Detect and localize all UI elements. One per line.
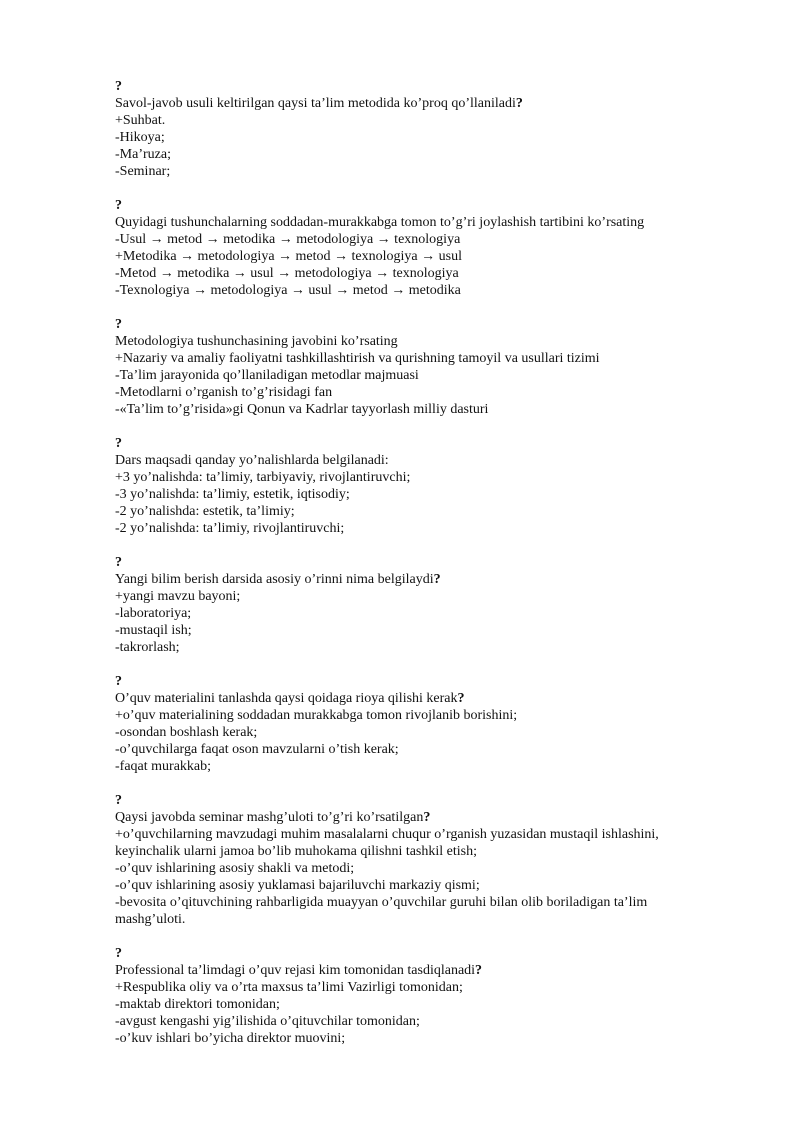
- question-mark: ?: [115, 946, 122, 961]
- answer-option: +o’quv materialining soddadan murakkabga tomon rivojlanib borishini;: [115, 708, 518, 723]
- answer-option: +Suhbat.: [115, 113, 166, 128]
- answer-option: -takrorlash;: [115, 640, 180, 655]
- question-mark: ?: [115, 555, 122, 570]
- answer-option: -o’quv ishlarining asosiy yuklamasi bajariluvchi markaziy qismi;: [115, 878, 480, 893]
- answer-option: -2 yo’nalishda: ta’limiy, rivojlantiruvchi;: [115, 521, 345, 536]
- answer-option: -3 yo’nalishda: ta’limiy, estetik, iqtisodiy;: [115, 487, 350, 502]
- question-text: Dars maqsadi qanday yo’nalishlarda belgilanadi:: [115, 453, 389, 468]
- question-text: Savol-javob usuli keltirilgan qaysi ta’lim metodida ko’proq qo’llaniladi?: [115, 96, 523, 111]
- answer-option-continuation: keyinchalik ularni jamoa bo’lib muhokama qilishni tashkil etish;: [115, 844, 477, 859]
- answer-option: -Ta’lim jarayonida qo’llaniladigan metodlar majmuasi: [115, 368, 419, 383]
- answer-option: -2 yo’nalishda: estetik, ta’limiy;: [115, 504, 295, 519]
- question-mark: ?: [115, 436, 122, 451]
- answer-option: +3 yo’nalishda: ta’limiy, tarbiyaviy, rivojlantiruvchi;: [115, 470, 411, 485]
- question-block: [115, 792, 715, 928]
- question-text: Metodologiya tushunchasining javobini ko’rsating: [115, 334, 398, 349]
- answer-option: -bevosita o’qituvchining rahbarligida muayyan o’quvchilar guruhi bilan olib boriladigan ta’lim: [115, 895, 648, 910]
- question-mark: ?: [115, 79, 122, 94]
- question-block: [115, 78, 715, 180]
- question-text: Qaysi javobda seminar mashg’uloti to’g’ri ko’rsatilgan?: [115, 810, 431, 825]
- answer-option: -Metodlarni o’rganish to’g’risidagi fan: [115, 385, 333, 400]
- answer-option: -avgust kengashi yig’ilishida o’qituvchilar tomonidan;: [115, 1014, 420, 1029]
- answer-option: +yangi mavzu bayoni;: [115, 589, 241, 604]
- question-block: [115, 945, 715, 1047]
- question-mark: ?: [115, 793, 122, 808]
- question-block: [115, 435, 715, 537]
- answer-option: -maktab direktori tomonidan;: [115, 997, 280, 1012]
- answer-option: -Usul → metod → metodika → metodologiya → texnologiya: [115, 232, 461, 247]
- answer-option: -laboratoriya;: [115, 606, 192, 621]
- question-mark: ?: [115, 317, 122, 332]
- question-text: Yangi bilim berish darsida asosiy o’rinni nima belgilaydi?: [115, 572, 441, 587]
- answer-option: -Seminar;: [115, 164, 171, 179]
- answer-option: -osondan boshlash kerak;: [115, 725, 258, 740]
- answer-option: -Texnologiya → metodologiya → usul → metod → metodika: [115, 283, 461, 298]
- question-mark: ?: [115, 198, 122, 213]
- answer-option: -Ma’ruza;: [115, 147, 171, 162]
- answer-option: -mustaqil ish;: [115, 623, 192, 638]
- answer-option: +Metodika → metodologiya → metod → texnologiya → usul: [115, 249, 462, 264]
- answer-option: -o’quv ishlarining asosiy shakli va metodi;: [115, 861, 355, 876]
- answer-option: -o’kuv ishlari bo’yicha direktor muovini;: [115, 1031, 346, 1046]
- question-block: [115, 197, 715, 299]
- test-document: [115, 78, 715, 1064]
- question-block: [115, 316, 715, 418]
- answer-option-continuation: mashg’uloti.: [115, 912, 186, 927]
- answer-option: -o’quvchilarga faqat oson mavzularni o’tish kerak;: [115, 742, 399, 757]
- answer-option: +o’quvchilarning mavzudagi muhim masalalarni chuqur o’rganish yuzasidan mustaqil ishlashini,: [115, 827, 659, 842]
- answer-option: -«Ta’lim to’g’risida»gi Qonun va Kadrlar tayyorlash milliy dasturi: [115, 402, 489, 417]
- answer-option: +Respublika oliy va o’rta maxsus ta’limi Vazirligi tomonidan;: [115, 980, 463, 995]
- answer-option: +Nazariy va amaliy faoliyatni tashkillashtirish va qurishning tamoyil va usullari tizimi: [115, 351, 600, 366]
- answer-option: -Metod → metodika → usul → metodologiya → texnologiya: [115, 266, 459, 281]
- question-text: Professional ta’limdagi o’quv rejasi kim tomonidan tasdiqlanadi?: [115, 963, 483, 978]
- question-block: [115, 554, 715, 656]
- question-text: Quyidagi tushunchalarning soddadan-murakkabga tomon to’g’ri joylashish tartibini ko’rsating: [115, 215, 645, 230]
- answer-option: -faqat murakkab;: [115, 759, 212, 774]
- question-mark: ?: [115, 674, 122, 689]
- question-block: [115, 673, 715, 775]
- answer-option: -Hikoya;: [115, 130, 165, 145]
- question-text: O’quv materialini tanlashda qaysi qoidaga rioya qilishi kerak?: [115, 691, 465, 706]
